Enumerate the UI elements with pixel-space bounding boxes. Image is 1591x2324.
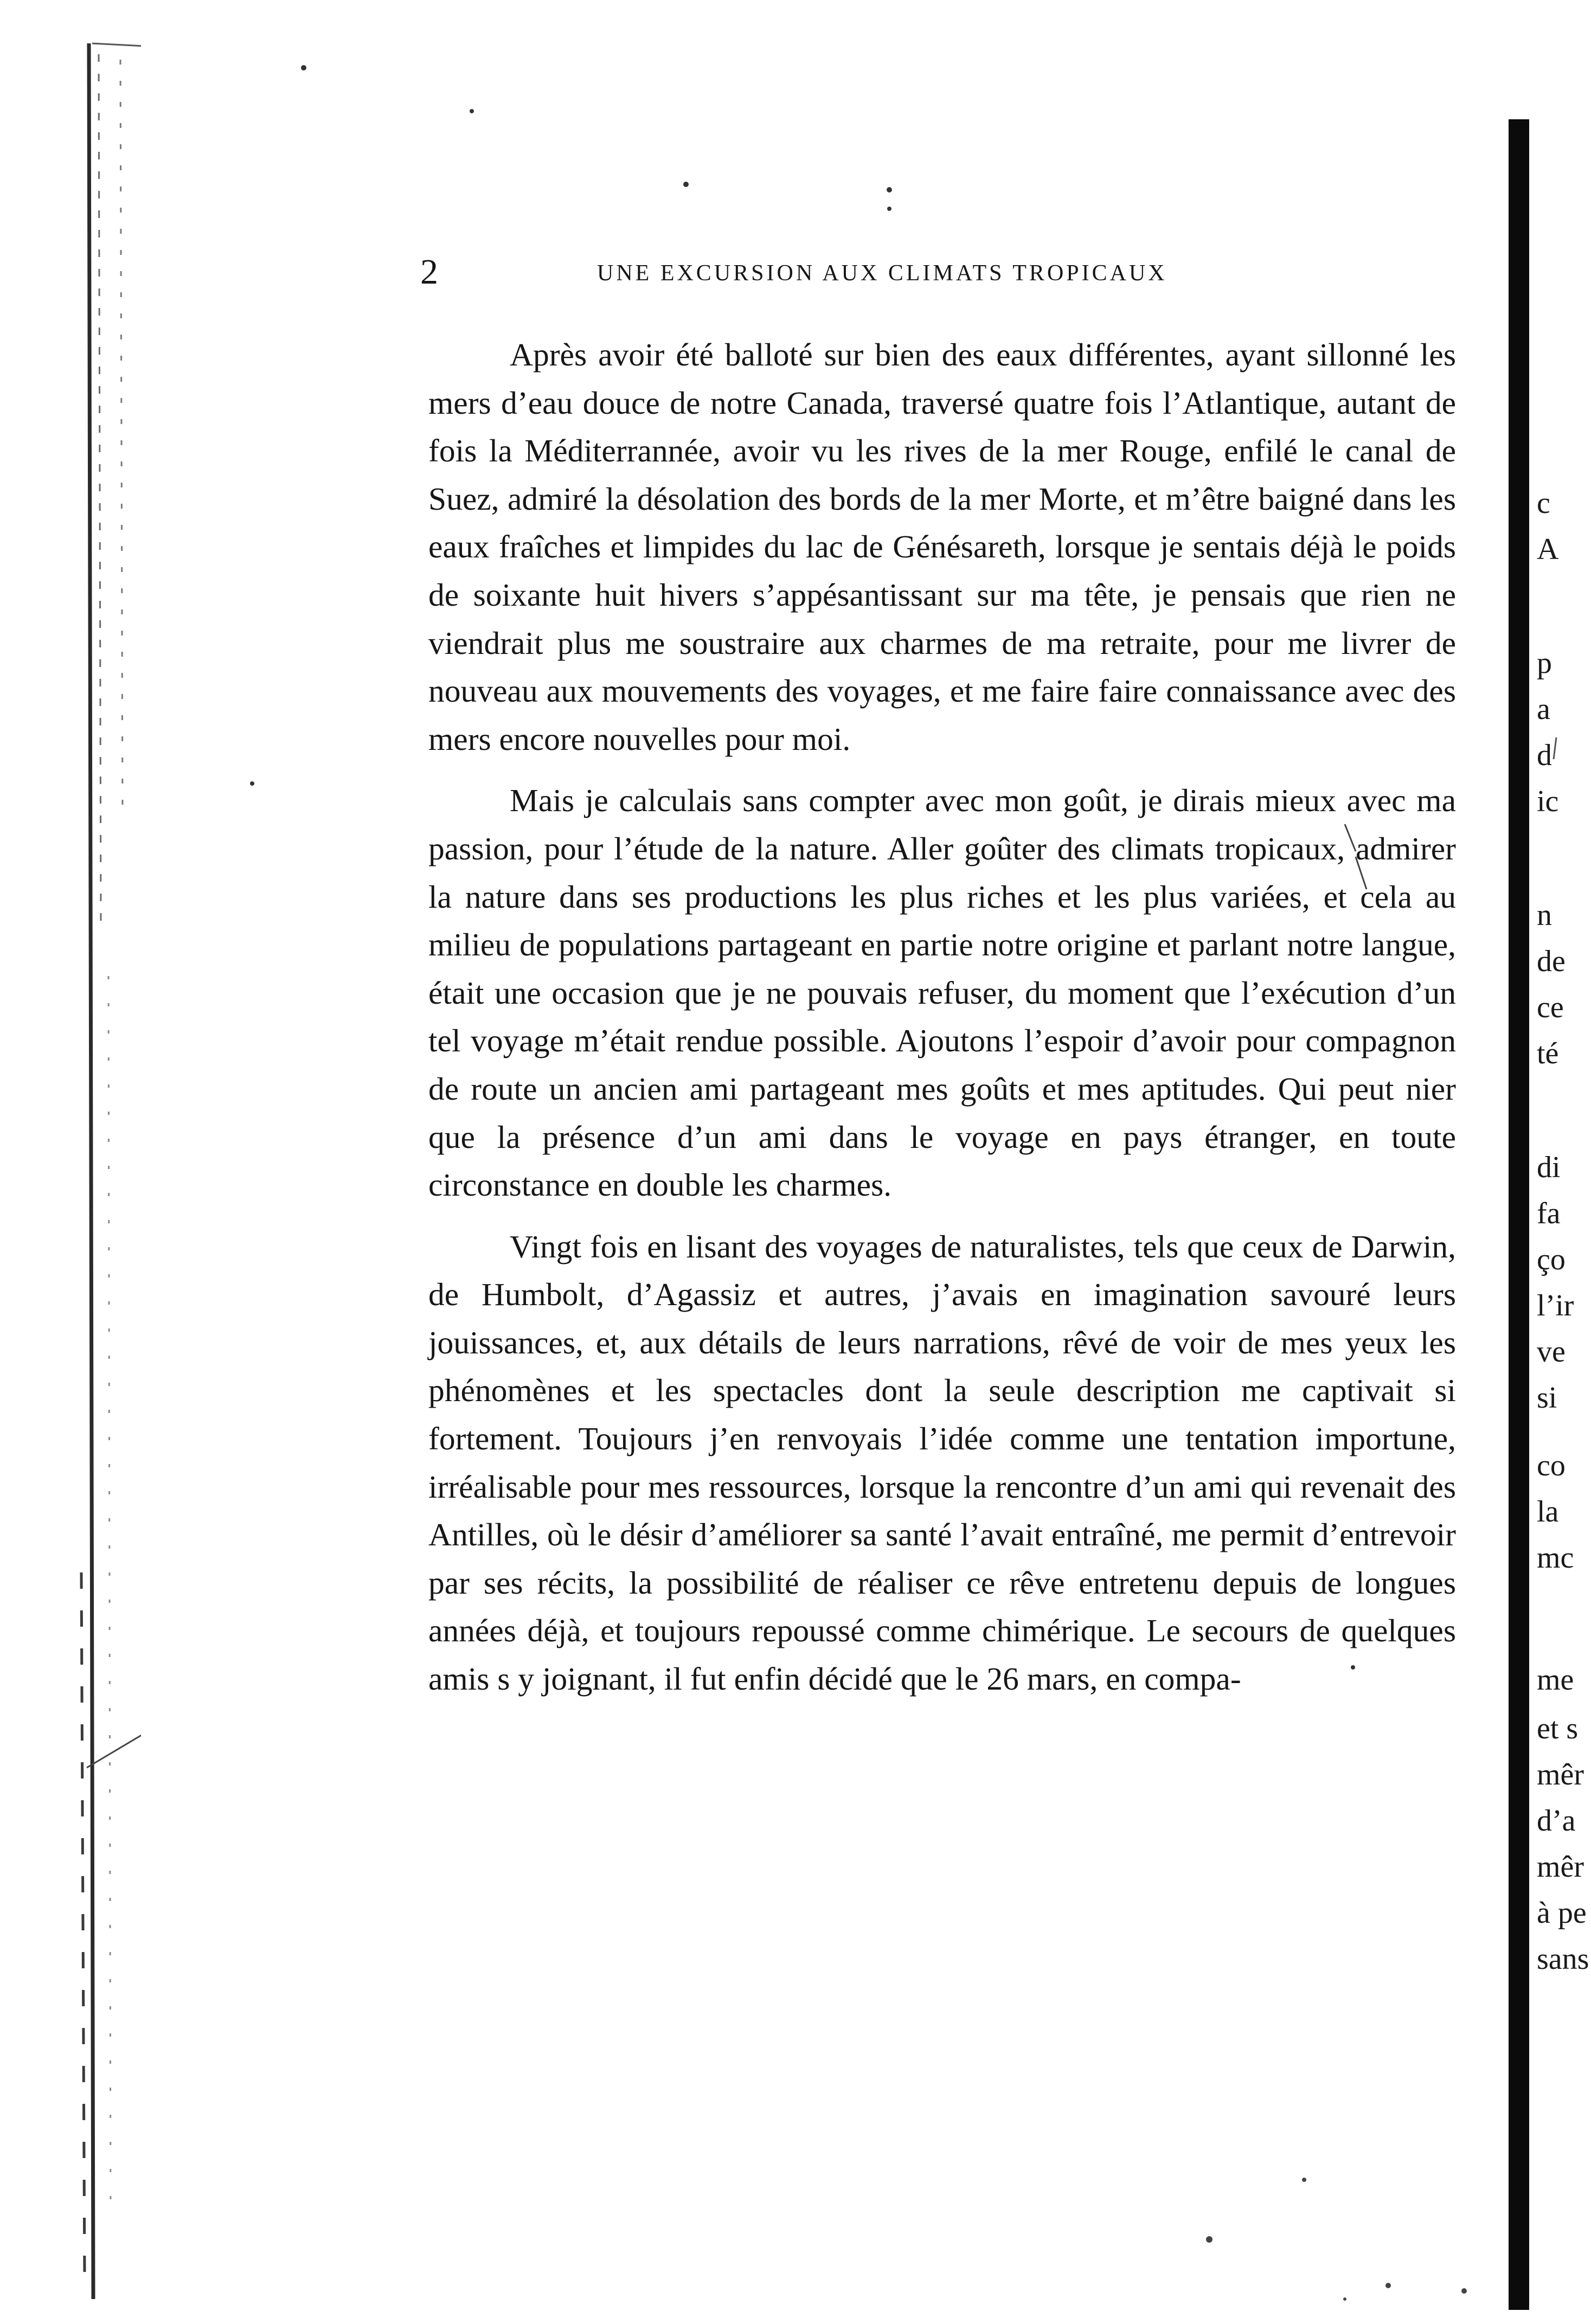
adjacent-fragment: p bbox=[1537, 646, 1552, 680]
page-header bbox=[420, 251, 1467, 294]
paragraph-2: Mais je calculais sans compter avec mon goût, je dirais mieux avec ma passion, pour l’étude de la nature. Aller goûter des climats tropicaux, admirer la nature dans ses productions les plus riches et les plus variées, et cela au milieu de populations partageant en partie notre origine et parlant notre langue, était une occasion que je ne pouvais refuser, du moment que l’exécution d’un tel voyage m’était rendue possible. Ajoutons l’espoir d’avoir pour compagnon de route un ancien ami partageant mes goûts et mes aptitudes. Qui peut nier que la présence d’un ami dans le voyage en pays étranger, en toute circonstance en double les charmes. bbox=[428, 782, 1456, 1203]
adjacent-fragment: si bbox=[1537, 1381, 1557, 1415]
adjacent-fragment: A bbox=[1537, 532, 1559, 566]
adjacent-fragment: mêr bbox=[1537, 1758, 1584, 1792]
adjacent-fragment: de bbox=[1537, 945, 1566, 978]
adjacent-fragment: d bbox=[1537, 739, 1552, 772]
adjacent-fragment: mêr bbox=[1537, 1850, 1584, 1884]
adjacent-fragment: ve bbox=[1537, 1335, 1566, 1369]
running-title: UNE EXCURSION AUX CLIMATS TROPICAUX bbox=[597, 261, 1167, 286]
adjacent-fragment: l’ir bbox=[1537, 1289, 1574, 1323]
adjacent-fragment: ce bbox=[1537, 991, 1564, 1024]
adjacent-fragment: c bbox=[1537, 486, 1550, 520]
adjacent-fragment: la bbox=[1537, 1495, 1559, 1529]
adjacent-fragment: n bbox=[1537, 898, 1552, 932]
paragraph-3: Vingt fois en lisant des voyages de naturalistes, tels que ceux de Darwin, de Humbolt, d’Agassiz et autres, j’avais en imagination savouré leurs jouissances, et, aux détails de leurs narrations, rêvé de voir de mes yeux les phénomènes et les spectacles dont la seule description me captivait si fortement. Toujours j’en renvoyais l’idée comme une tentation importune, irréalisable pour mes ressources, lorsque la rencontre d’un ami qui revenait des Antilles, où le désir d’améliorer sa santé l’avait entraîné, me permit d’entrevoir par ses récits, la possibilité de réaliser ce rêve entretenu depuis de longues années déjà, et toujours repoussé comme chimérique. Le secours de quelques amis s y joignant, il fut enfin décidé que le 26 mars, en compa- bbox=[428, 1228, 1456, 1697]
adjacent-fragment: ic bbox=[1537, 785, 1559, 818]
adjacent-fragment: di bbox=[1537, 1151, 1561, 1184]
adjacent-page-edge bbox=[1529, 0, 1591, 2324]
adjacent-fragment: ço bbox=[1537, 1243, 1566, 1276]
adjacent-fragment: me bbox=[1537, 1663, 1574, 1697]
body-text bbox=[428, 331, 1456, 1703]
adjacent-fragment: fa bbox=[1537, 1197, 1561, 1230]
adjacent-fragment: à pe bbox=[1537, 1896, 1587, 1930]
adjacent-fragment: té bbox=[1537, 1037, 1559, 1070]
paragraph-1: Après avoir été balloté sur bien des eaux différentes, ayant sillonné les mers d’eau douce de notre Canada, traversé quatre fois l’Atlantique, autant de fois la Méditerrannée, avoir vu les rives de la mer Rouge, enfilé le canal de Suez, admiré la désolation des bords de la mer Morte, et m’être baigné dans les eaux fraîches et limpides du lac de Génésareth, lorsque je sentais déjà le poids de soixante huit hivers s’appésantissant sur ma tête, je pensais que rien ne viendrait plus me soustraire aux charmes de ma retraite, pour me livrer de nouveau aux mouvements des voyages, et me faire faire connaissance avec des mers encore nouvelles pour moi. bbox=[428, 337, 1456, 757]
adjacent-fragment: a bbox=[1537, 692, 1550, 726]
page-number: 2 bbox=[420, 252, 438, 292]
adjacent-fragment: et s bbox=[1537, 1712, 1579, 1745]
adjacent-fragment: sans bbox=[1537, 1942, 1589, 1976]
gutter-shadow bbox=[1509, 119, 1529, 2310]
adjacent-fragment: mc bbox=[1537, 1541, 1574, 1575]
adjacent-fragment: co bbox=[1537, 1449, 1566, 1482]
adjacent-fragment: d’a bbox=[1537, 1804, 1576, 1838]
